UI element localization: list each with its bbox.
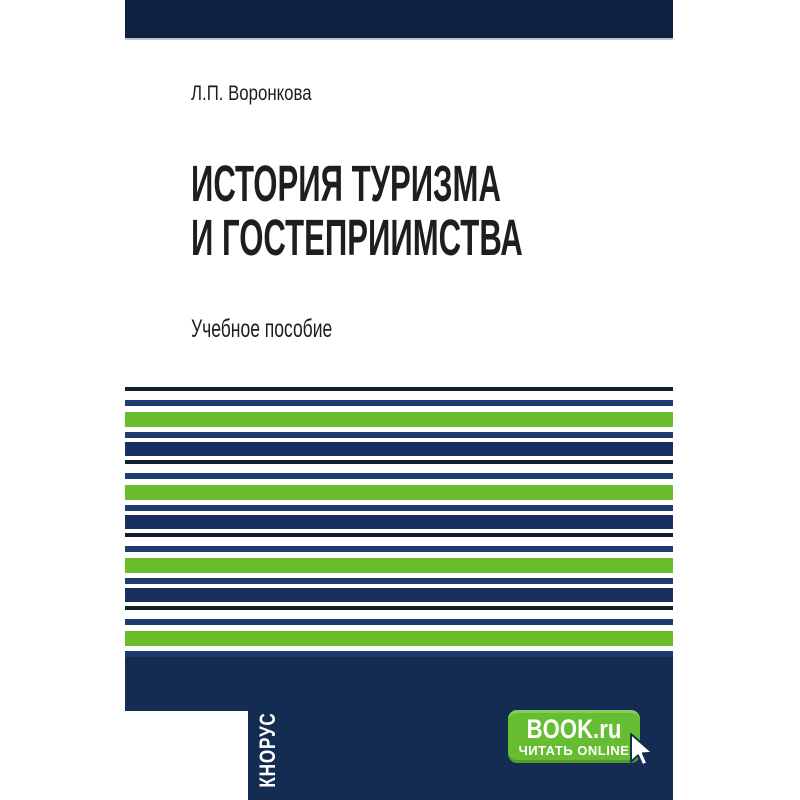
- stripe-white: [125, 464, 673, 473]
- book-subtitle: Учебное пособие: [191, 315, 333, 343]
- stripe-white: [125, 537, 673, 546]
- publisher-logo-knorus: КНОРУС: [255, 712, 280, 788]
- author-name: Л.П. Воронкова: [191, 82, 312, 105]
- stripes-band: [125, 387, 673, 657]
- corner-white-label: [125, 711, 248, 800]
- book-title: [191, 157, 735, 265]
- stripe-navy-thick: [125, 515, 673, 529]
- book-title-line2: И ГОСТЕПРИИМСТВА: [191, 209, 523, 266]
- bookru-badge-subtitle: ЧИТАТЬ ONLINE: [518, 743, 630, 758]
- stripe-white: [125, 610, 673, 619]
- stripe-green: [125, 412, 673, 427]
- book-cover: [125, 0, 673, 800]
- stripe-green: [125, 485, 673, 500]
- book-title-line1: ИСТОРИЯ ТУРИЗМА: [191, 155, 501, 212]
- stripe-white: [125, 391, 673, 400]
- bookru-badge-title: BOOK.ru: [526, 714, 622, 744]
- stripe-green: [125, 558, 673, 573]
- cursor-icon: [625, 731, 661, 773]
- stripe-green: [125, 631, 673, 646]
- stripe-navy-thick: [125, 442, 673, 456]
- top-navy-band: [125, 0, 673, 40]
- stripe-navy-thick: [125, 588, 673, 602]
- bookru-badge[interactable]: [508, 710, 640, 763]
